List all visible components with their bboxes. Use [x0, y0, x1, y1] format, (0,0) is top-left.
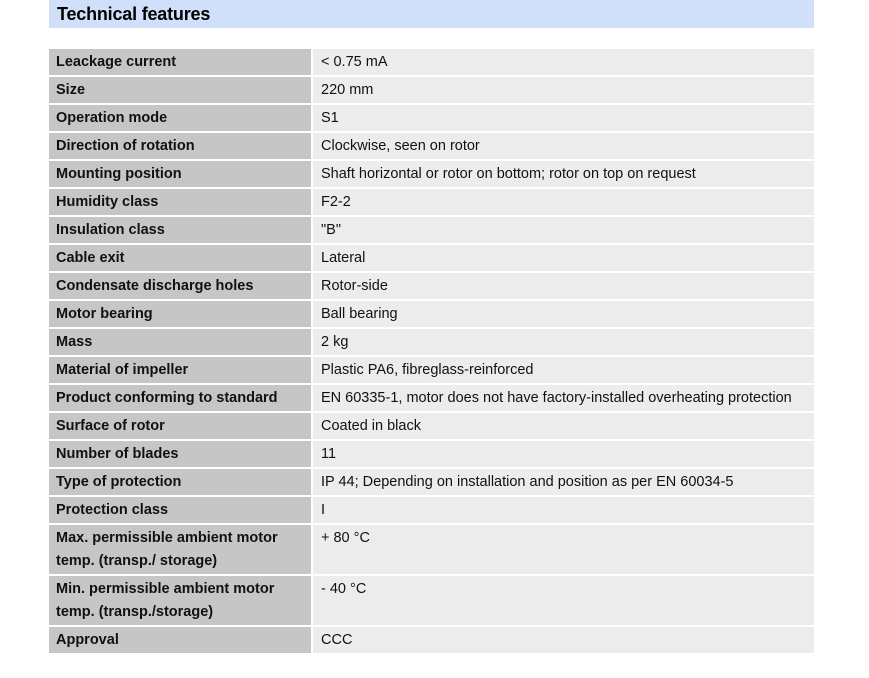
table-row [49, 384, 814, 412]
spec-value: Lateral [312, 244, 814, 272]
table-row [49, 328, 814, 356]
spec-label: Material of impeller [49, 356, 312, 384]
spec-value: "B" [312, 216, 814, 244]
spec-value: CCC [312, 626, 814, 654]
spec-label: Leackage current [49, 49, 312, 76]
spec-label: Protection class [49, 496, 312, 524]
spec-value: S1 [312, 104, 814, 132]
spec-value: 2 kg [312, 328, 814, 356]
table-row [49, 188, 814, 216]
spec-value: Coated in black [312, 412, 814, 440]
table-row [49, 468, 814, 496]
table-row [49, 524, 814, 575]
table-row [49, 160, 814, 188]
spec-label: Approval [49, 626, 312, 654]
spec-value: - 40 °C [312, 575, 814, 626]
spec-label: Number of blades [49, 440, 312, 468]
spec-label: Motor bearing [49, 300, 312, 328]
spec-label: Surface of rotor [49, 412, 312, 440]
spec-label: Size [49, 76, 312, 104]
spec-value: Clockwise, seen on rotor [312, 132, 814, 160]
spec-value: < 0.75 mA [312, 49, 814, 76]
spec-label: Mass [49, 328, 312, 356]
spec-value: Plastic PA6, fibreglass-reinforced [312, 356, 814, 384]
table-row [49, 132, 814, 160]
spec-value: 220 mm [312, 76, 814, 104]
spec-label: Mounting position [49, 160, 312, 188]
spec-label: Min. permissible ambient motor temp. (transp./storage) [49, 575, 312, 626]
spec-value: Ball bearing [312, 300, 814, 328]
spec-label: Product conforming to standard [49, 384, 312, 412]
spec-value: 11 [312, 440, 814, 468]
table-row [49, 575, 814, 626]
spec-value: Rotor-side [312, 272, 814, 300]
spec-value: I [312, 496, 814, 524]
table-row [49, 49, 814, 76]
spec-label: Condensate discharge holes [49, 272, 312, 300]
technical-features-table [49, 49, 814, 655]
table-row [49, 216, 814, 244]
table-row [49, 244, 814, 272]
table-row [49, 356, 814, 384]
spec-label: Operation mode [49, 104, 312, 132]
table-row [49, 496, 814, 524]
spec-label: Cable exit [49, 244, 312, 272]
spec-value: IP 44; Depending on installation and position as per EN 60034-5 [312, 468, 814, 496]
spec-value: + 80 °C [312, 524, 814, 575]
table-row [49, 440, 814, 468]
spec-label: Humidity class [49, 188, 312, 216]
spec-value: EN 60335-1, motor does not have factory-installed overheating protection [312, 384, 814, 412]
spec-label: Max. permissible ambient motor temp. (transp./ storage) [49, 524, 312, 575]
spec-value: F2-2 [312, 188, 814, 216]
spec-value: Shaft horizontal or rotor on bottom; rotor on top on request [312, 160, 814, 188]
section-title: Technical features [57, 3, 211, 24]
table-row [49, 412, 814, 440]
spec-label: Insulation class [49, 216, 312, 244]
spec-label: Type of protection [49, 468, 312, 496]
table-row [49, 104, 814, 132]
table-row [49, 76, 814, 104]
table-row [49, 626, 814, 654]
table-row [49, 272, 814, 300]
table-row [49, 300, 814, 328]
spec-label: Direction of rotation [49, 132, 312, 160]
section-header [49, 0, 814, 28]
